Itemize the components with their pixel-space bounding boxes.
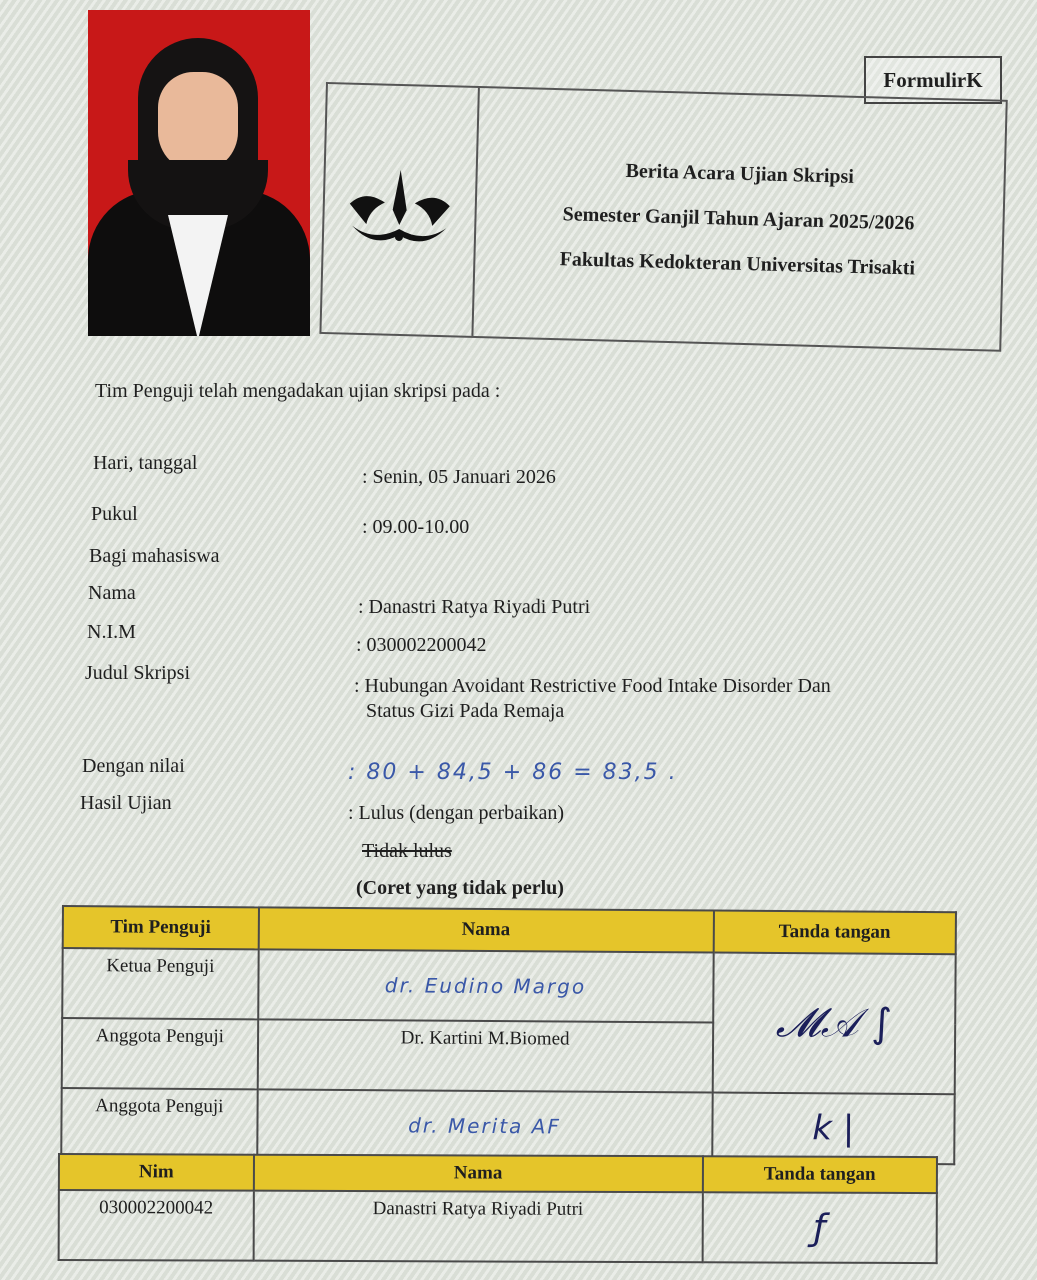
- signature-mark: k |: [812, 1108, 855, 1149]
- signature-cell: [702, 1192, 937, 1263]
- signature-cell: [712, 953, 955, 1095]
- form-code-label: FormulirK: [864, 56, 1002, 104]
- header-nim: Nim: [59, 1154, 254, 1191]
- header-tanda-tangan: Tanda tangan: [702, 1156, 937, 1193]
- name-cell: Dr. Kartini M.Biomed: [257, 1019, 713, 1092]
- intro-text: Tim Penguji telah mengadakan ujian skripsi pada :: [95, 380, 501, 402]
- signature-cell: [712, 1093, 955, 1165]
- header-tim-penguji: Tim Penguji: [63, 906, 259, 949]
- header-title: Berita Acara Ujian Skripsi: [625, 159, 855, 188]
- name-cell: [257, 1089, 713, 1162]
- student-photo: [88, 10, 310, 336]
- name-handwritten: dr. Merita AF: [408, 1112, 561, 1138]
- nim-label: N.I.M: [87, 621, 136, 643]
- name-cell: Danastri Ratya Riyadi Putri: [253, 1191, 702, 1263]
- trisakti-logo-icon: [344, 164, 456, 257]
- nim-cell: 030002200042: [59, 1190, 254, 1261]
- hasil-label: Hasil Ujian: [80, 792, 172, 814]
- header-nama: Nama: [258, 907, 713, 952]
- header-titles: [471, 88, 1005, 350]
- table-row: [59, 1190, 937, 1263]
- nilai-value-handwritten: : 80 + 84,5 + 86 = 83,5 .: [348, 760, 678, 785]
- hari-value: : Senin, 05 Januari 2026: [362, 466, 556, 488]
- pukul-label: Pukul: [91, 503, 138, 525]
- signature-mark: 𝓜𝒜 ∫: [775, 999, 893, 1047]
- hasil-value: : Lulus (dengan perbaikan): [348, 802, 565, 824]
- nama-value: : Danastri Ratya Riyadi Putri: [358, 596, 591, 618]
- header-nama: Nama: [254, 1155, 703, 1193]
- header-tanda-tangan: Tanda tangan: [713, 911, 956, 955]
- university-logo: [321, 84, 479, 336]
- name-handwritten: dr. Eudino Margo: [384, 972, 587, 999]
- header-faculty: Fakultas Kedokteran Universitas Trisakti: [559, 247, 916, 279]
- nilai-label: Dengan nilai: [82, 755, 185, 777]
- role-cell: Anggota Penguji: [61, 1088, 257, 1159]
- bagi-label: Bagi mahasiswa: [89, 545, 220, 567]
- signature-mark: ƒ: [813, 1207, 826, 1249]
- student-header-row: [59, 1154, 937, 1193]
- examiners-header-row: [63, 906, 956, 954]
- header-semester: Semester Ganjil Tahun Ajaran 2025/2026: [562, 202, 915, 234]
- nama-label: Nama: [88, 582, 136, 604]
- judul-value-line2: Status Gizi Pada Remaja: [366, 700, 565, 722]
- role-cell: Anggota Penguji: [62, 1018, 258, 1089]
- student-table: [58, 1153, 938, 1264]
- role-cell: Ketua Penguji: [62, 948, 258, 1019]
- hari-label: Hari, tanggal: [93, 452, 198, 474]
- judul-value-line1: : Hubungan Avoidant Restrictive Food Intake Disorder Dan: [354, 675, 831, 697]
- tidak-lulus-struck: Tidak lulus: [362, 840, 452, 862]
- examiners-table: [60, 905, 957, 1165]
- name-cell: [258, 949, 714, 1022]
- nim-value: : 030002200042: [356, 634, 487, 656]
- judul-label: Judul Skripsi: [85, 662, 191, 684]
- pukul-value: : 09.00-10.00: [362, 516, 470, 538]
- table-row: [62, 948, 955, 1024]
- coret-note: (Coret yang tidak perlu): [356, 877, 564, 899]
- document-header: [319, 82, 1007, 352]
